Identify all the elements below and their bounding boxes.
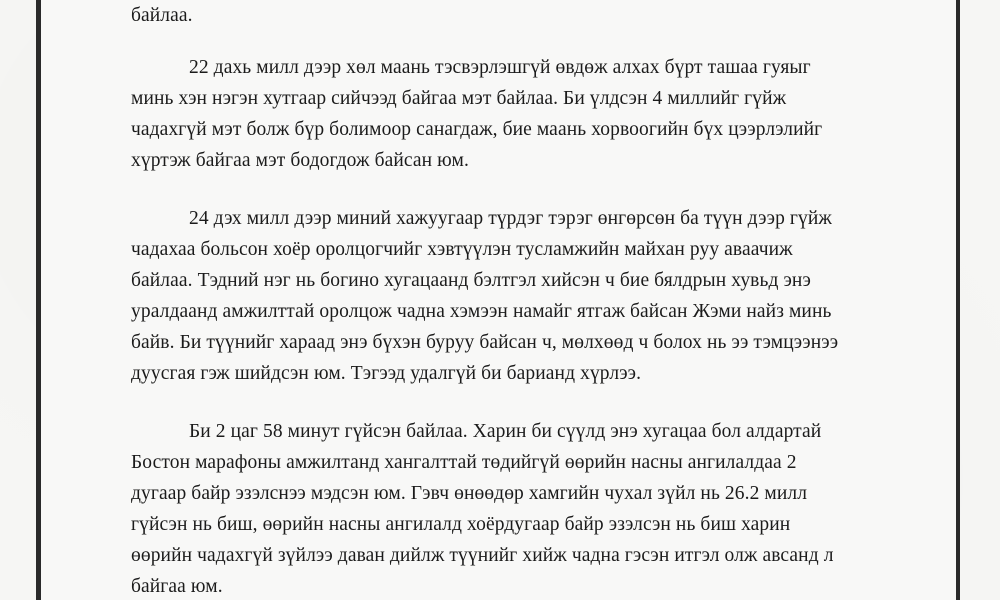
document-page — [41, 0, 956, 600]
text-line: чадахгүй мэт болж бүр болимоор санагдаж, бие маань хорвоогийн бүх цээрлэлийг — [131, 119, 823, 140]
text-line: чадахаа больсон хоёр оролцогчийг хэвтүүлэн тусламжийн майхан руу аваачиж — [131, 239, 793, 260]
text-line: байлаа. Тэдний нэг нь богино хугацаанд бэлтгэл хийсэн ч бие бялдрын хувьд энэ — [131, 270, 811, 291]
text-line: хүртэж байгаа мэт бодогдож байсан юм. — [131, 150, 469, 171]
text-line: байлаа. — [131, 5, 193, 26]
text-line: байв. Би түүнийг хараад энэ бүхэн буруу байсан ч, мөлхөөд ч болох нь ээ тэмцээнээ — [131, 332, 839, 353]
text-line: байгаа юм. — [131, 576, 223, 597]
paragraph-first-line: 24 дэх милл дээр миний хажуугаар түрдэг тэрэг өнгөрсөн ба түүн дээр гүйж — [189, 208, 832, 229]
paragraph-first-line: Би 2 цаг 58 минут гүйсэн байлаа. Харин би сүүлд энэ хугацаа бол алдартай — [189, 421, 822, 442]
text-line: өөрийн чадахгүй зүйлээ даван дийлж түүнийг хийж чадна гэсэн итгэл олж авсанд л — [131, 545, 834, 566]
text-line: Бостон марафоны амжилтанд хангалттай төдийгүй өөрийн насны ангилалдаа 2 — [131, 452, 797, 473]
text-line: минь хэн нэгэн хутгаар сийчээд байгаа мэт байлаа. Би үлдсэн 4 миллийг гүйж — [131, 88, 787, 109]
text-line: дуусгая гэж шийдсэн юм. Тэгээд удалгүй би барианд хүрлээ. — [131, 363, 642, 384]
text-line: уралдаанд амжилттай оролцож чадна хэмээн намайг ятгаж байсан Жэми найз минь — [131, 301, 832, 322]
paragraph-first-line: 22 дахь милл дээр хөл маань тэсвэрлэшгүй өвдөж алхах бүрт ташаа гуяыг — [189, 57, 811, 78]
page-border-right — [956, 0, 960, 600]
text-line: дугаар байр эзэлснээ мэдсэн юм. Гэвч өнөөдөр хамгийн чухал зүйл нь 26.2 милл — [131, 483, 808, 504]
text-line: гүйсэн нь биш, өөрийн насны ангилалд хоёрдугаар байр эзэлсэн нь биш харин — [131, 514, 791, 535]
